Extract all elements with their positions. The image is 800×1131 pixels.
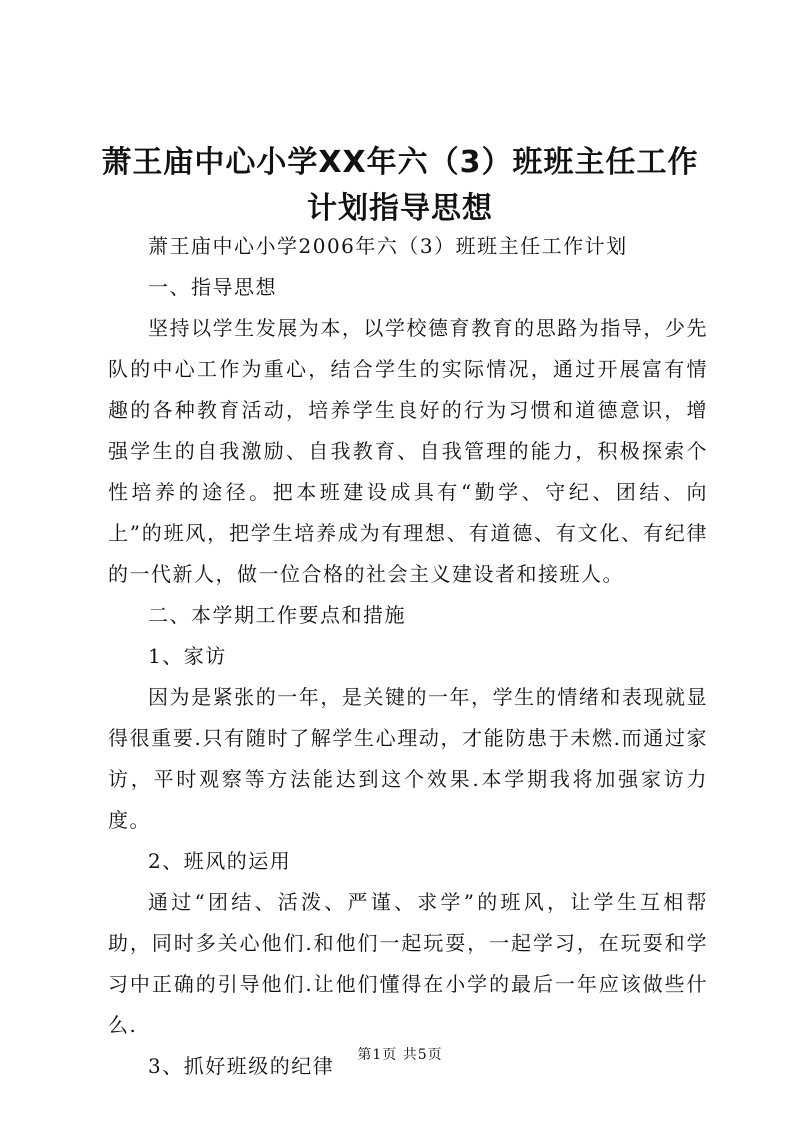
- paragraph-plan-heading: 萧王庙中心小学2006年六（3）班班主任工作计划: [148, 234, 628, 258]
- subheading-class-discipline: 3、抓好班级的纪律: [148, 1054, 335, 1078]
- subheading-class-style: 2、班风的运用: [148, 849, 292, 873]
- section-heading-work-points: 二、本学期工作要点和措施: [148, 603, 406, 627]
- paragraph-class-style: 通过“团结、活泼、严谨、求学”的班风，让学生互相帮助，同时多关心他们.和他们一起玩耍，一起学习，在玩耍和学习中正确的引导他们.让他们懂得在小学的最后一年应该做些什么.: [108, 890, 708, 1037]
- paragraph-home-visit: 因为是紧张的一年，是关键的一年，学生的情绪和表现就显得很重要.只有随时了解学生心理动，才能防患于未燃.而通过家访，平时观察等方法能达到这个效果.本学期我将加强家访力度。: [108, 685, 708, 832]
- page-number: 第1页 共5页: [357, 1047, 443, 1063]
- subheading-home-visit: 1、家访: [148, 644, 227, 668]
- paragraph-guiding-ideology: 坚持以学生发展为本，以学校德育教育的思路为指导，少先队的中心工作为重心，结合学生的实际情况，通过开展富有情趣的各种教育活动，培养学生良好的行为习惯和道德意识，增强学生的自我激励、自我教育、自我管理的能力，积极探索个性培养的途径。把本班建设成具有“勤学、守纪、团结、向上”的班风，把学生培养成为有理想、有道德、有文化、有纪律的一代新人，做一位合格的社会主义建设者和接班人。: [108, 316, 708, 586]
- document-body: [108, 226, 708, 1087]
- document-title: 萧王庙中心小学XX年六（3）班班主任工作计划指导思想: [101, 145, 699, 226]
- section-heading-guiding-ideology: 一、指导思想: [148, 275, 277, 299]
